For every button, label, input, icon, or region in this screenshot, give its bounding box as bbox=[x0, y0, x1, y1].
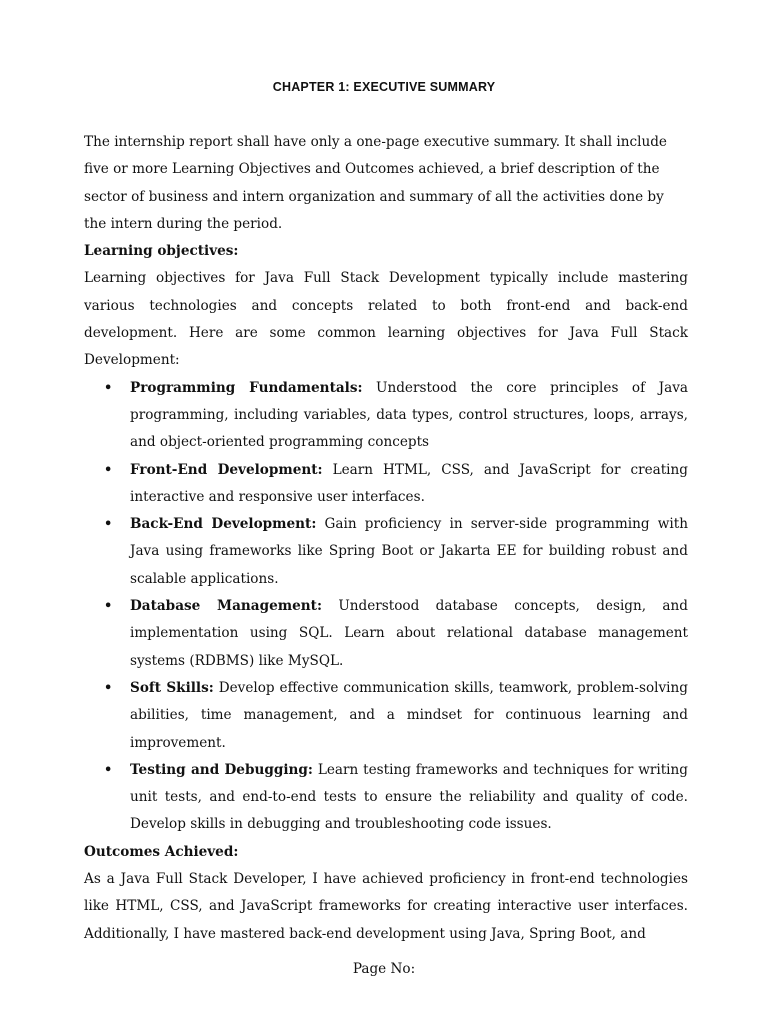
outcomes-paragraph: As a Java Full Stack Developer, I have achieved proficiency in front-end technologies like HTML, CSS, and JavaScript frameworks for creating interactive user interfaces. Additionally, I have mastered back-end development using Java, Spring Boot, and bbox=[84, 871, 688, 942]
objective-text: Learn testing frameworks and techniques for writing unit tests, and end-to-end tests to ensure the reliability and quality of code. Develop skills in debugging and troubleshooting code issues. bbox=[130, 761, 688, 833]
learning-objectives-intro: Learning objectives for Java Full Stack Development typically include mastering various technologies and concepts related to both front-end and back-end development. Here are some common learning objectives for Java Full Stack Development: bbox=[84, 270, 688, 369]
outcomes-heading: Outcomes Achieved: bbox=[84, 843, 239, 860]
objective-text: Understood database concepts, design, and implementation using SQL. Learn about relational database management systems (RDBMS) like MySQL. bbox=[130, 598, 688, 669]
bullet-icon: • bbox=[104, 462, 113, 478]
objective-term: Database Management: bbox=[130, 598, 322, 615]
objective-term: Front-End Development: bbox=[130, 461, 323, 478]
chapter-title: CHAPTER 1: EXECUTIVE SUMMARY bbox=[272, 80, 496, 94]
list-item bbox=[84, 757, 688, 839]
objective-text: Gain proficiency in server-side programming with Java using frameworks like Spring Boot or Jakarta EE for building robust and scalable applications. bbox=[130, 516, 688, 587]
objective-text: Understood the core principles of Java programming, including variables, data types, control structures, loops, arrays, and object-oriented programming concepts bbox=[130, 379, 688, 451]
list-item bbox=[84, 511, 688, 593]
bullet-icon: • bbox=[104, 599, 113, 615]
list-item bbox=[84, 675, 688, 757]
intro-paragraph: The internship report shall have only a one-page executive summary. It shall include five or more Learning Objectives and Outcomes achieved, a brief description of the sector of business and intern organization and summary of all the activities done by the intern during the period. bbox=[84, 134, 667, 232]
page-number-label: Page No: bbox=[352, 961, 416, 977]
page-body bbox=[84, 129, 688, 948]
objective-text: Develop effective communication skills, teamwork, problem-solving abilities, time management, and a mindset for continuous learning and improvement. bbox=[130, 679, 688, 751]
bullet-icon: • bbox=[104, 380, 113, 396]
list-item bbox=[84, 593, 688, 675]
bullet-icon: • bbox=[104, 762, 113, 778]
objective-text: Learn HTML, CSS, and JavaScript for creating interactive and responsive user interfaces. bbox=[130, 461, 688, 505]
bullet-icon: • bbox=[104, 680, 113, 696]
objective-term: Testing and Debugging: bbox=[130, 761, 313, 778]
objective-term: Back-End Development: bbox=[130, 516, 317, 533]
bullet-icon: • bbox=[104, 517, 113, 533]
list-item bbox=[84, 457, 688, 512]
list-item bbox=[84, 375, 688, 457]
objective-term: Programming Fundamentals: bbox=[130, 379, 363, 396]
learning-objectives-heading: Learning objectives: bbox=[84, 243, 239, 260]
objective-term: Soft Skills: bbox=[130, 679, 214, 696]
objectives-list bbox=[84, 375, 688, 839]
